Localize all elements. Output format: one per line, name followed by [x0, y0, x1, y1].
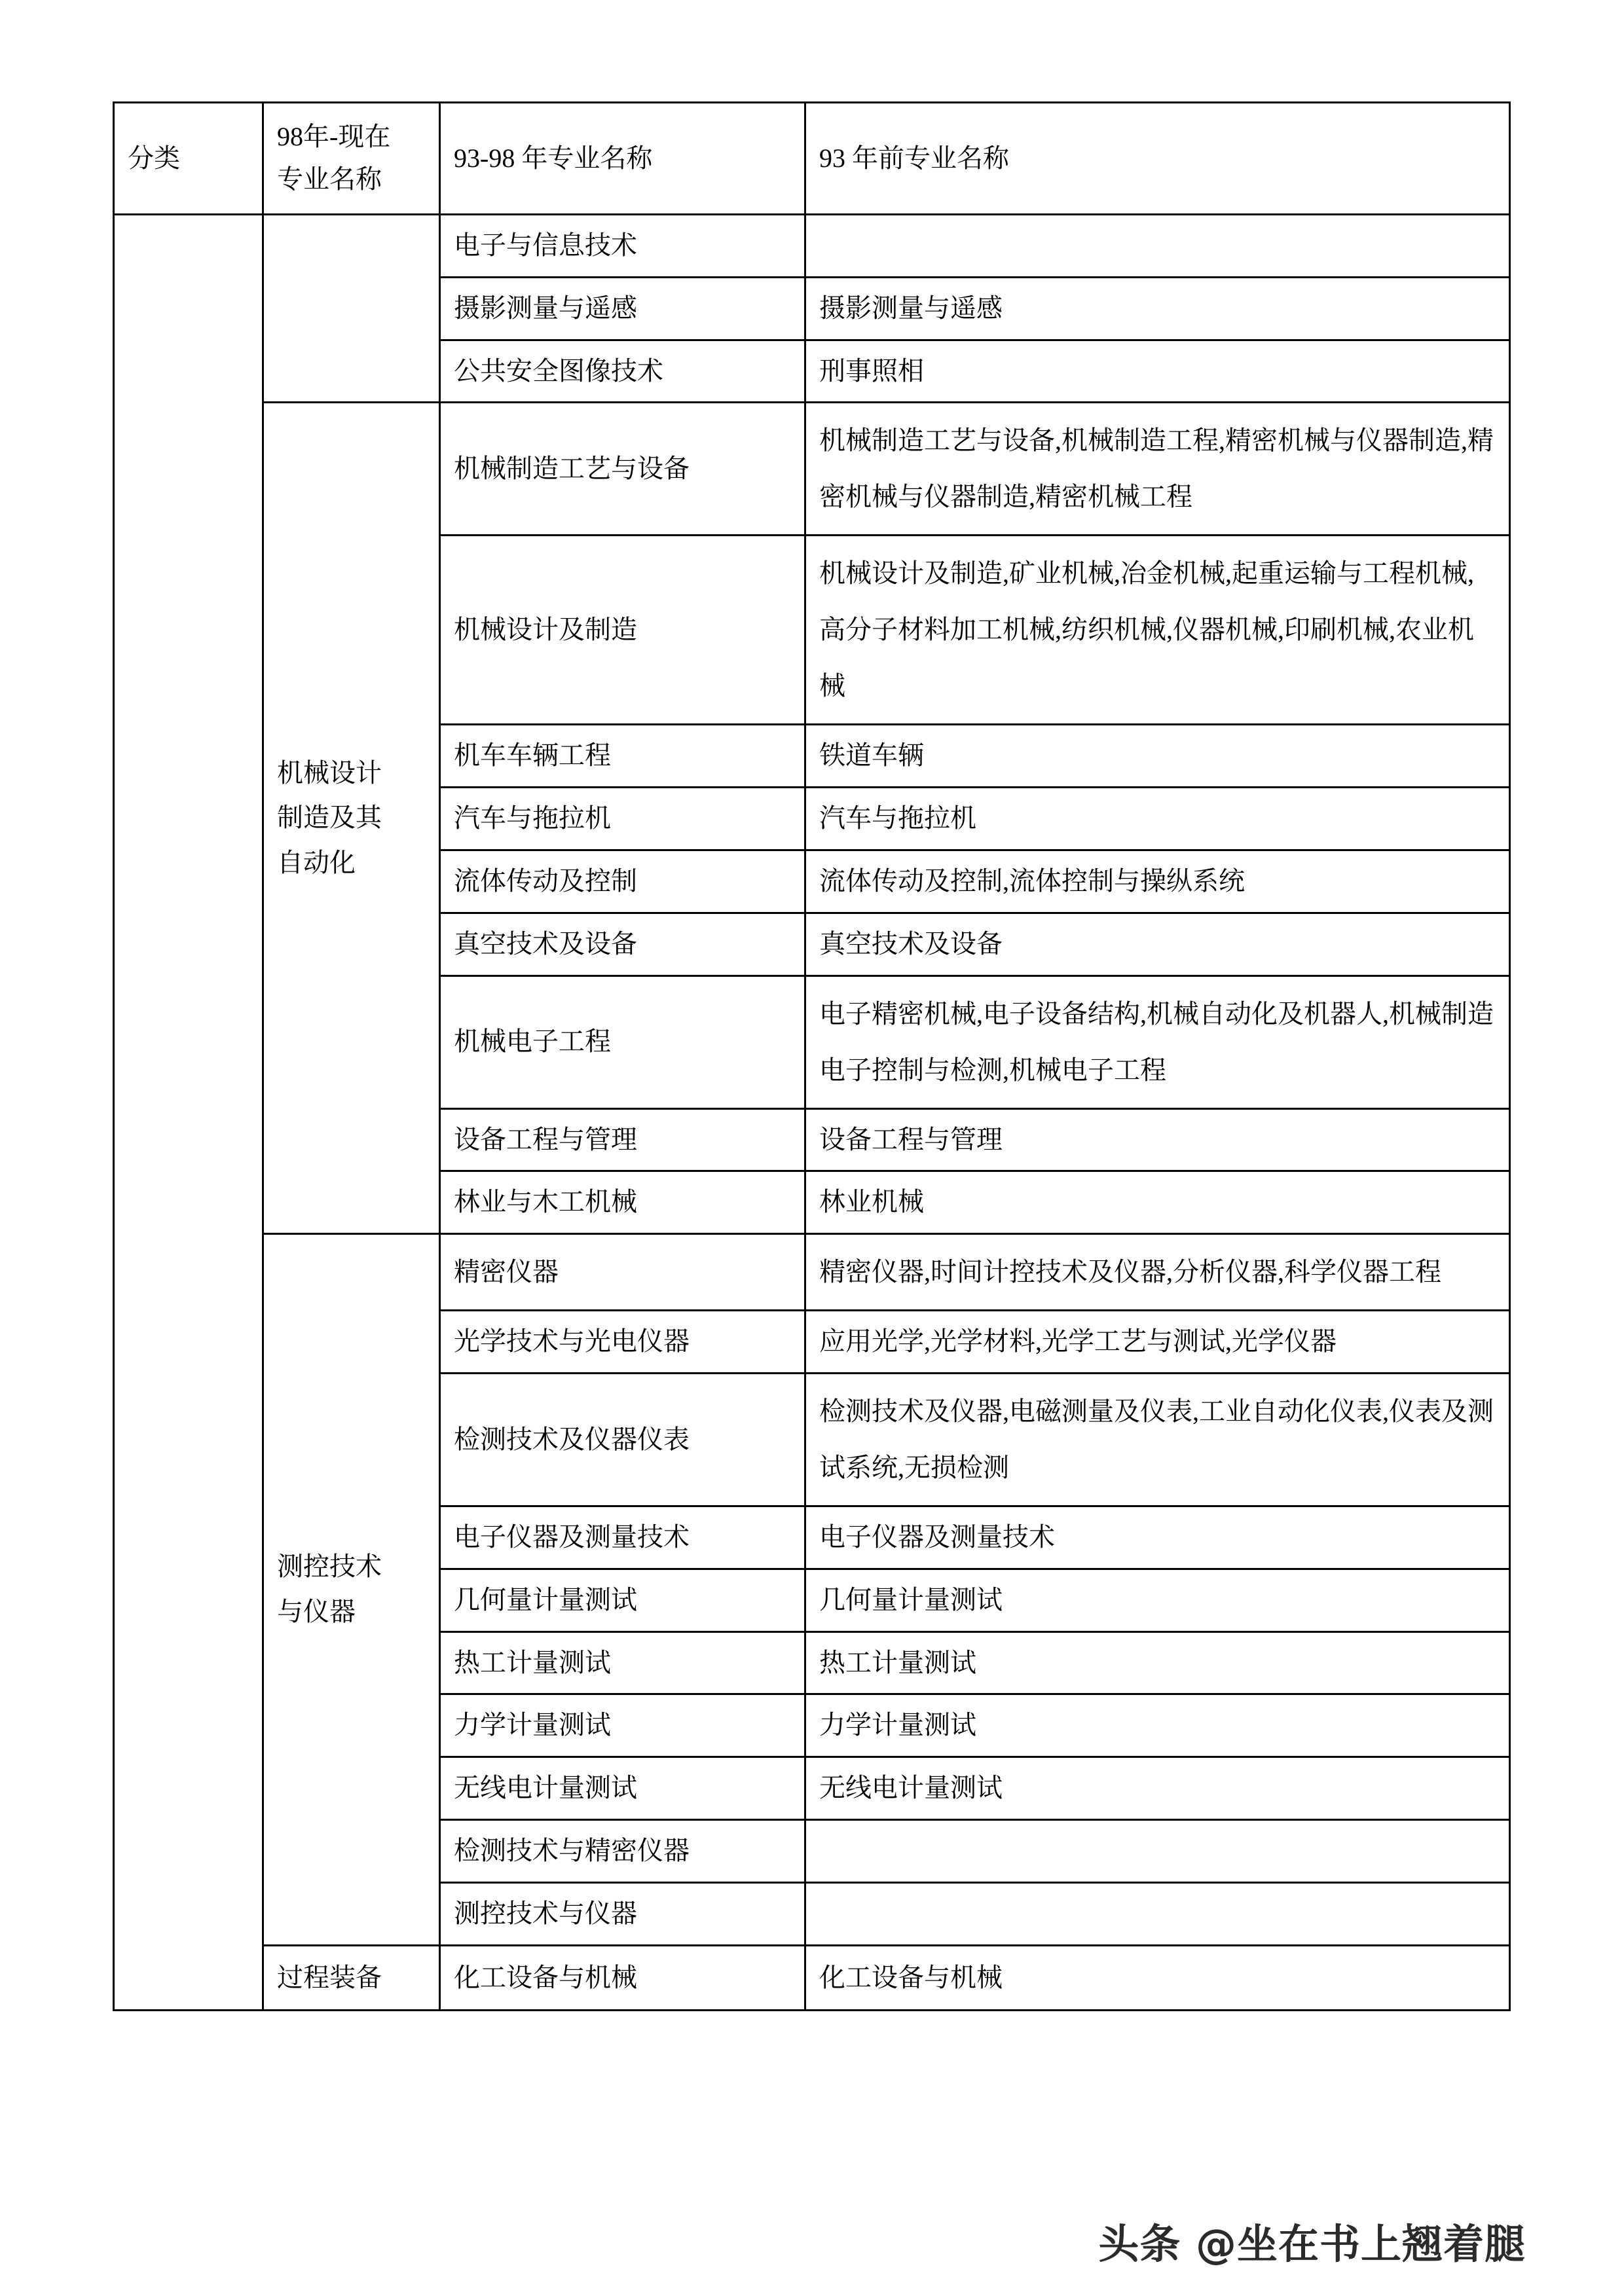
cell-93-98-name: 流体传动及控制 — [440, 850, 805, 913]
header-line-1: 98年-现在 — [277, 122, 391, 152]
cell-pre-93-name: 机械设计及制造,矿业机械,冶金机械,起重运输与工程机械,高分子材料加工机械,纺织机械,仪器机械,印刷机械,农业机械 — [805, 536, 1510, 725]
cell-93-98-name: 真空技术及设备 — [440, 913, 805, 975]
major-name-comparison-table — [113, 101, 1511, 2011]
cell-pre-93-name: 检测技术及仪器,电磁测量及仪表,工业自动化仪表,仪表及测试系统,无损检测 — [805, 1373, 1510, 1506]
cell-93-98-name: 汽车与拖拉机 — [440, 788, 805, 850]
cell-pre-93-name — [805, 1819, 1510, 1882]
cell-93-98-name: 热工计量测试 — [440, 1631, 805, 1694]
cell-93-98-name: 几何量计量测试 — [440, 1569, 805, 1631]
cell-pre-93-name: 摄影测量与遥感 — [805, 277, 1510, 340]
group-label-line-1: 测控技术 — [277, 1552, 382, 1582]
cell-93-98-name: 检测技术及仪器仪表 — [440, 1373, 805, 1506]
cell-pre-93-name: 汽车与拖拉机 — [805, 788, 1510, 850]
major-name-comparison-table-wrapper — [113, 101, 1509, 2011]
header-cell-93-98-name: 93-98 年专业名称 — [440, 103, 805, 215]
cell-93-98-name: 精密仪器 — [440, 1234, 805, 1311]
header-cell-current-name — [263, 103, 440, 215]
cell-pre-93-name: 无线电计量测试 — [805, 1757, 1510, 1820]
header-cell-pre-93-name: 93 年前专业名称 — [805, 103, 1510, 215]
cell-93-98-name: 检测技术与精密仪器 — [440, 1819, 805, 1882]
cell-pre-93-name — [805, 1882, 1510, 1945]
category-cell-blank — [114, 215, 263, 2011]
cell-93-98-name: 公共安全图像技术 — [440, 340, 805, 403]
watermark-text: 头条 @坐在书上翘着腿 — [1098, 2220, 1526, 2268]
cell-pre-93-name: 热工计量测试 — [805, 1631, 1510, 1694]
cell-93-98-name: 机械电子工程 — [440, 975, 805, 1108]
cell-93-98-name: 林业与木工机械 — [440, 1171, 805, 1234]
group-label-line-2: 制造及其 — [277, 803, 382, 833]
cell-pre-93-name — [805, 215, 1510, 278]
cell-pre-93-name: 应用光学,光学材料,光学工艺与测试,光学仪器 — [805, 1311, 1510, 1374]
cell-93-98-name: 化工设备与机械 — [440, 1945, 805, 2011]
table-row — [114, 403, 1510, 536]
group-cell-blank — [263, 215, 440, 403]
header-line-2: 专业名称 — [277, 164, 382, 194]
cell-pre-93-name: 精密仪器,时间计控技术及仪器,分析仪器,科学仪器工程 — [805, 1234, 1510, 1311]
cell-93-98-name: 机械制造工艺与设备 — [440, 403, 805, 536]
cell-pre-93-name: 设备工程与管理 — [805, 1108, 1510, 1171]
cell-93-98-name: 摄影测量与遥感 — [440, 277, 805, 340]
table-header-row — [114, 103, 1510, 215]
table-row — [114, 215, 1510, 278]
group-cell-process-equipment: 过程装备 — [263, 1945, 440, 2011]
cell-93-98-name: 电子与信息技术 — [440, 215, 805, 278]
group-cell-measurement-control — [263, 1234, 440, 1945]
cell-pre-93-name: 电子仪器及测量技术 — [805, 1506, 1510, 1569]
table-row — [114, 1234, 1510, 1311]
cell-pre-93-name: 刑事照相 — [805, 340, 1510, 403]
cell-pre-93-name: 机械制造工艺与设备,机械制造工程,精密机械与仪器制造,精密机械与仪器制造,精密机械工程 — [805, 403, 1510, 536]
cell-93-98-name: 光学技术与光电仪器 — [440, 1311, 805, 1374]
cell-93-98-name: 机车车辆工程 — [440, 725, 805, 788]
cell-93-98-name: 机械设计及制造 — [440, 536, 805, 725]
cell-pre-93-name: 力学计量测试 — [805, 1694, 1510, 1757]
cell-pre-93-name: 化工设备与机械 — [805, 1945, 1510, 2011]
cell-pre-93-name: 真空技术及设备 — [805, 913, 1510, 975]
cell-pre-93-name: 林业机械 — [805, 1171, 1510, 1234]
group-cell-mechanical-design — [263, 403, 440, 1234]
cell-pre-93-name: 流体传动及控制,流体控制与操纵系统 — [805, 850, 1510, 913]
cell-93-98-name: 设备工程与管理 — [440, 1108, 805, 1171]
cell-pre-93-name: 铁道车辆 — [805, 725, 1510, 788]
cell-pre-93-name: 电子精密机械,电子设备结构,机械自动化及机器人,机械制造电子控制与检测,机械电子工程 — [805, 975, 1510, 1108]
cell-pre-93-name: 几何量计量测试 — [805, 1569, 1510, 1631]
group-label-line-1: 机械设计 — [277, 757, 382, 788]
cell-93-98-name: 电子仪器及测量技术 — [440, 1506, 805, 1569]
cell-93-98-name: 无线电计量测试 — [440, 1757, 805, 1820]
group-label-line-3: 自动化 — [277, 848, 356, 878]
group-label-line-2: 与仪器 — [277, 1596, 356, 1626]
cell-93-98-name: 测控技术与仪器 — [440, 1882, 805, 1945]
cell-93-98-name: 力学计量测试 — [440, 1694, 805, 1757]
table-row — [114, 1945, 1510, 2011]
header-cell-category: 分类 — [114, 103, 263, 215]
